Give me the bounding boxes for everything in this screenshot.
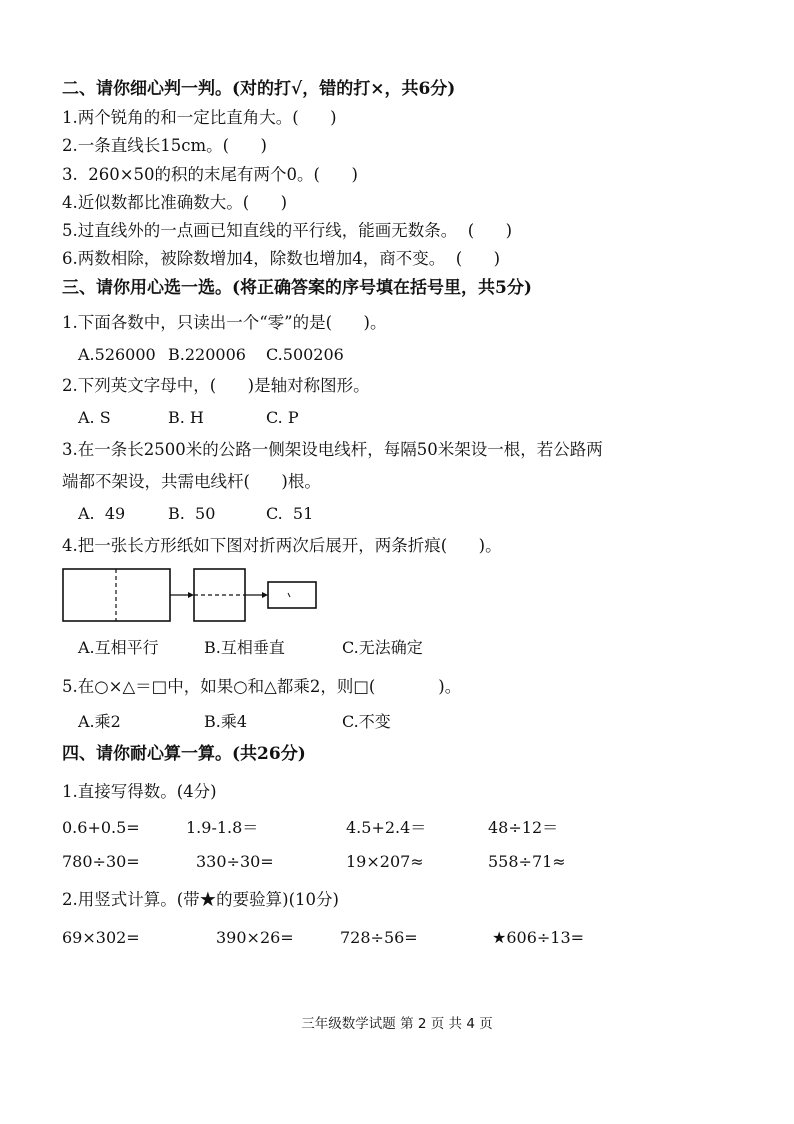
vertical-calc-4: ★606÷13= — [492, 928, 585, 947]
judge-item-4: 4.近似数都比准确数大。( ) — [62, 193, 288, 212]
judge-item-2: 2.一条直线长15cm。( ) — [62, 136, 267, 155]
choice-q1-option-c: C.500206 — [266, 345, 344, 364]
judge-item-6: 6.两数相除，被除数增加4，除数也增加4，商不变。 ( ) — [62, 249, 501, 268]
judge-item-3: 3. 260×50的积的末尾有两个0。( ) — [62, 165, 358, 184]
section2-heading: 二、请你细心判一判。(对的打√，错的打×，共6分) — [62, 79, 456, 99]
choice-q3-line1: 3.在一条长2500米的公路一侧架设电线杆，每隔50米架设一根，若公路两 — [62, 440, 603, 459]
pencil-mark — [288, 593, 290, 597]
vertical-calc-1: 69×302= — [62, 928, 140, 947]
choice-q2-option-b: B. H — [168, 408, 204, 427]
direct-calc-7: 19×207≈ — [346, 852, 424, 871]
choice-q2-option-c: C. P — [266, 408, 299, 427]
choice-q3-option-a: A. 49 — [78, 504, 126, 523]
direct-calc-2: 1.9-1.8＝ — [186, 818, 259, 837]
choice-q2-option-a: A. S — [78, 408, 111, 427]
direct-calc-title: 1.直接写得数。(4分) — [62, 782, 217, 801]
choice-q3-line2: 端都不架设，共需电线杆( )根。 — [62, 472, 321, 491]
choice-q5-option-a: A.乘2 — [78, 712, 121, 731]
arrow-head-1 — [188, 592, 194, 598]
choice-q4-text: 4.把一张长方形纸如下图对折两次后展开，两条折痕( )。 — [62, 536, 502, 555]
choice-q2-text: 2.下列英文字母中，( )是轴对称图形。 — [62, 376, 370, 395]
choice-q1-option-a: A.526000 — [78, 345, 156, 364]
direct-calc-6: 330÷30= — [196, 852, 274, 871]
folding-diagram — [60, 565, 330, 625]
direct-calc-5: 780÷30= — [62, 852, 140, 871]
choice-q3-option-c: C. 51 — [266, 504, 314, 523]
choice-q3-option-b: B. 50 — [168, 504, 216, 523]
judge-item-5: 5.过直线外的一点画已知直线的平行线，能画无数条。 ( ) — [62, 221, 513, 240]
choice-q5-option-c: C.不变 — [342, 712, 391, 731]
direct-calc-3: 4.5+2.4＝ — [346, 818, 427, 837]
choice-q4-option-c: C.无法确定 — [342, 638, 423, 657]
choice-q5-option-b: B.乘4 — [204, 712, 248, 731]
choice-q1-text: 1.下面各数中，只读出一个“零”的是( )。 — [62, 313, 387, 332]
choice-q5-text: 5.在○×△＝□中，如果○和△都乘2，则□( )。 — [62, 677, 462, 696]
direct-calc-1: 0.6+0.5= — [62, 818, 140, 837]
vertical-calc-2: 390×26= — [216, 928, 294, 947]
vertical-calc-title: 2.用竖式计算。(带★的要验算)(10分) — [62, 890, 339, 909]
choice-q1-option-b: B.220006 — [168, 345, 246, 364]
section4-heading: 四、请你耐心算一算。(共26分) — [62, 744, 306, 764]
choice-q4-option-b: B.互相垂直 — [204, 638, 285, 657]
choice-q4-option-a: A.互相平行 — [78, 638, 159, 657]
section3-heading: 三、请你用心选一选。(将正确答案的序号填在括号里，共5分) — [62, 278, 532, 298]
arrow-head-2 — [262, 592, 268, 598]
paper-folded-twice — [268, 582, 316, 608]
judge-item-1: 1.两个锐角的和一定比直角大。( ) — [62, 108, 337, 127]
direct-calc-4: 48÷12＝ — [488, 818, 559, 837]
direct-calc-8: 558÷71≈ — [488, 852, 566, 871]
vertical-calc-3: 728÷56= — [340, 928, 418, 947]
page-footer: 三年级数学试题 第 2 页 共 4 页 — [301, 1016, 493, 1032]
